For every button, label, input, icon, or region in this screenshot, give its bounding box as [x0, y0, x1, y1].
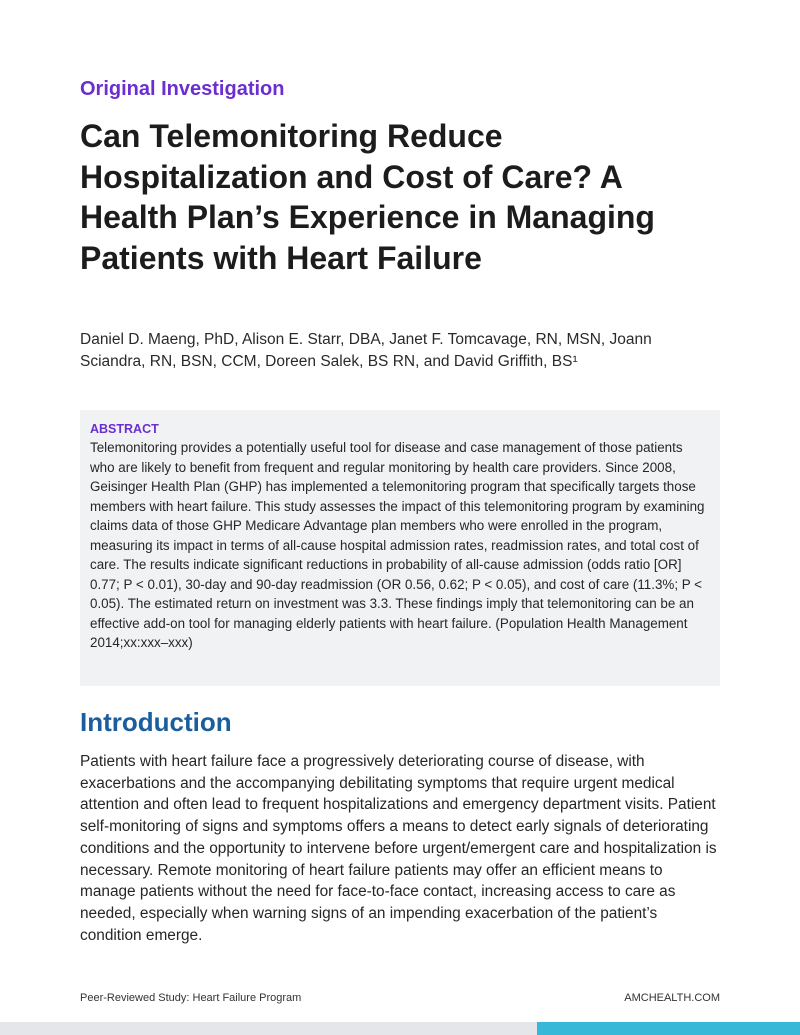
- footer-bar-gray: [0, 1022, 537, 1035]
- abstract-label: ABSTRACT: [90, 422, 159, 436]
- author-list: Daniel D. Maeng, PhD, Alison E. Starr, DBA, Janet F. Tomcavage, RN, MSN, Joann Sciandra, RN, BSN, CCM, Doreen Salek, BS RN, and David Griffith, BS¹: [80, 331, 652, 370]
- section-kicker: Original Investigation: [80, 78, 285, 100]
- footer-bar-teal: [537, 1022, 800, 1035]
- abstract-box: [80, 410, 720, 686]
- introduction-text: Patients with heart failure face a progressively deteriorating course of disease, with exacerbations and the accompanying debilitating symptoms that require urgent medical attention and often lead to frequent hospitalizations and emergency department visits. Patient self-monitoring of signs and symptoms offers a means to detect early signals of deteriorating conditions and the opportunity to intervene before urgent/emergent care and hospitalization is necessary. Remote monitoring of heart failure patients may offer an efficient means to manage patients without the need for face-to-face contact, increasing access to care as needed, especially when warning signs of an impending exacerbation of the patient’s condition emerge.: [80, 753, 717, 944]
- abstract-text: Telemonitoring provides a potentially useful tool for disease and case management of those patients who are likely to benefit from frequent and regular monitoring by health care providers. Since 2008, Geisinger Health Plan (GHP) has implemented a telemonitoring program that specifically targets those members with heart failure. This study assesses the impact of this telemonitoring program by examining claims data of those GHP Medicare Advantage plan members who were enrolled in the program, measuring its impact in terms of all-cause hospital admission rates, readmission rates, and total cost of care. The results indicate significant reductions in probability of all-cause admission (odds ratio [OR] 0.77; P < 0.01), 30-day and 90-day readmission (OR 0.56, 0.62; P < 0.05), and cost of care (11.3%; P < 0.05). The estimated return on investment was 3.3. These findings imply that telemonitoring can be an effective add-on tool for managing elderly patients with heart failure. (Population Health Management 2014;xx:xxx–xxx): [90, 440, 705, 650]
- introduction-heading: Introduction: [80, 707, 232, 737]
- article-title: Can Telemonitoring Reduce Hospitalization and Cost of Care? A Health Plan’s Experience in Managing Patients with Heart Failure: [80, 118, 655, 276]
- footer-study-label: Peer-Reviewed Study: Heart Failure Program: [80, 992, 302, 1004]
- footer-website: AMCHEALTH.COM: [624, 992, 720, 1004]
